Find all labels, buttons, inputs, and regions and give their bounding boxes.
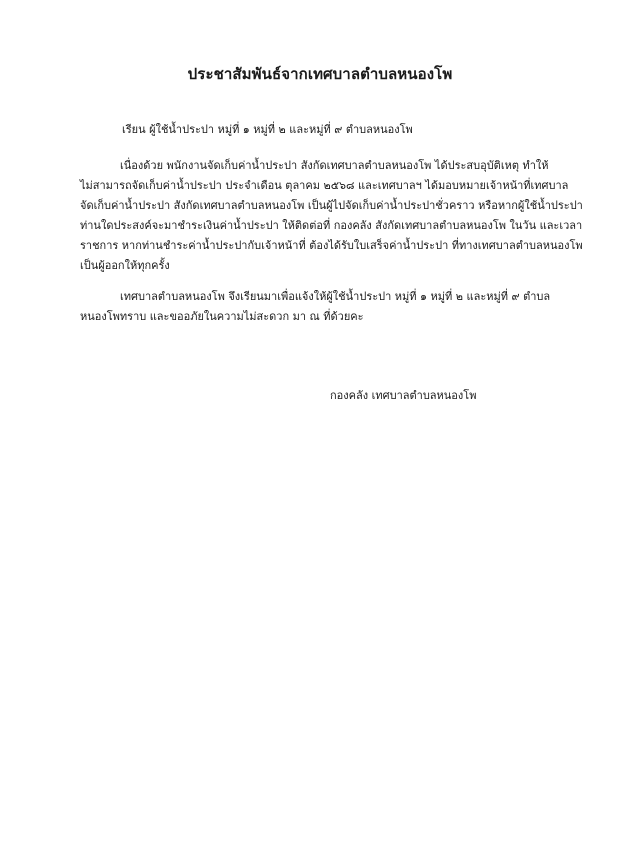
salutation-line: เรียน ผู้ใช้น้ำประปา หมู่ที่ ๑ หมู่ที่ ๒ และหมู่ที่ ๙ ตำบลหนองโพ	[122, 123, 413, 136]
body-paragraph-2	[80, 287, 551, 327]
paragraph-line: ไม่สามารถจัดเก็บค่าน้ำประปา ประจำเดือน ตุลาคม ๒๕๖๘ และเทศบาลฯ ได้มอบหมายเจ้าหน้าที่เทศบาล	[80, 179, 569, 192]
paragraph-line: หนองโพทราบ และขออภัยในความไม่สะดวก มา ณ ที่ด้วยคะ	[80, 310, 364, 323]
paragraph-line: เนื่องด้วย พนักงานจัดเก็บค่าน้ำประปา สังกัดเทศบาลตำบลหนองโพ ได้ประสบอุบัติเหตุ ทำให้	[120, 159, 549, 172]
paragraph-line: ท่านใดประสงค์จะมาชำระเงินค่าน้ำประปา ให้ติดต่อที่ กองคลัง สังกัดเทศบาลตำบลหนองโพ ในวัน และเวลา	[80, 219, 583, 232]
document-title: ประชาสัมพันธ์จากเทศบาลตำบลหนองโพ	[187, 65, 453, 83]
paragraph-line: ราชการ หากท่านชำระค่าน้ำประปากับเจ้าหน้าที่ ต้องได้รับใบเสร็จค่าน้ำประปา ที่ทางเทศบาลตำบลหนองโพ	[80, 239, 583, 252]
body-paragraph-1	[80, 156, 583, 276]
paragraph-line: เทศบาลตำบลหนองโพ จึงเรียนมาเพื่อแจ้งให้ผู้ใช้น้ำประปา หมู่ที่ ๑ หมู่ที่ ๒ และหมู่ที่ ๙ ตำบล	[120, 290, 551, 303]
paragraph-line: จัดเก็บค่าน้ำประปา สังกัดเทศบาลตำบลหนองโพ เป็นผู้ไปจัดเก็บค่าน้ำประปาชั่วคราว หรือหากผู้ใช้น้ำประปา	[80, 199, 583, 212]
signature-line: กองคลัง เทศบาลตำบลหนองโพ	[330, 389, 477, 402]
paragraph-line: เป็นผู้ออกให้ทุกครั้ง	[80, 259, 170, 272]
